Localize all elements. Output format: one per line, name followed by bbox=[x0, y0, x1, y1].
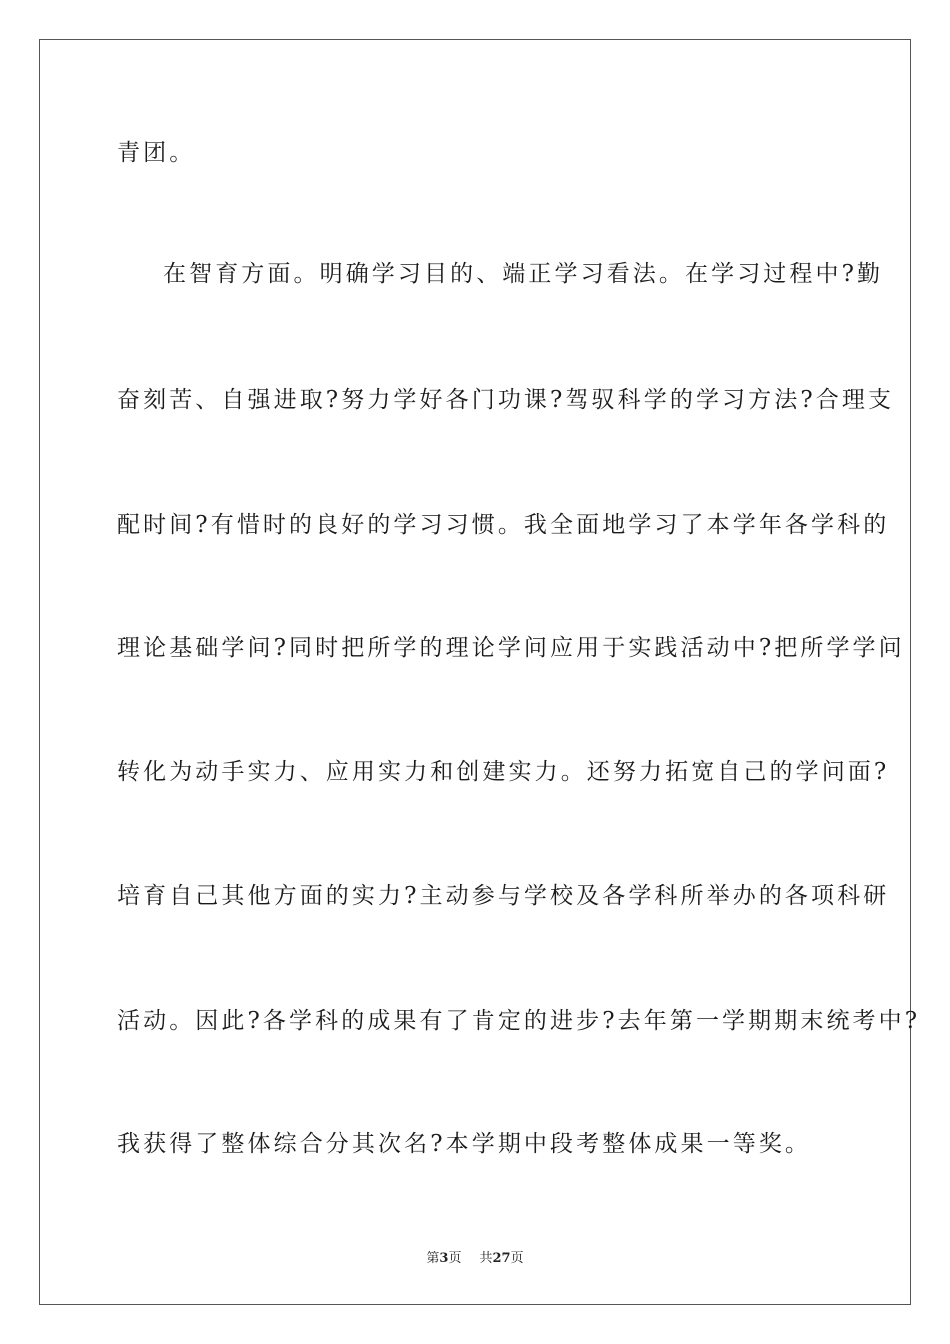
paragraph-line: 转化为动手实力、应用实力和创建实力。还努力拓宽自己的学问面? bbox=[117, 759, 890, 785]
paragraph-line: 在智育方面。明确学习目的、端正学习看法。在学习过程中?勤 bbox=[163, 261, 884, 287]
paragraph-line: 奋刻苦、自强进取?努力学好各门功课?驾驭科学的学习方法?合理支 bbox=[117, 387, 895, 413]
page-footer bbox=[0, 1247, 950, 1266]
total-pages: 27 bbox=[492, 1251, 511, 1266]
page-number-prefix: 第 bbox=[426, 1251, 440, 1266]
paragraph-line: 我获得了整体综合分其次名?本学期中段考整体成果一等奖。 bbox=[117, 1131, 812, 1157]
total-pages-prefix: 共 bbox=[479, 1251, 493, 1266]
paragraph-line: 培育自己其他方面的实力?主动参与学校及各学科所举办的各项科研 bbox=[117, 883, 890, 909]
paragraph-line: 青团。 bbox=[117, 140, 196, 166]
paragraph-line: 理论基础学问?同时把所学的理论学问应用于实践活动中?把所学学问 bbox=[117, 635, 905, 661]
paragraph-line: 配时间?有惜时的良好的学习习惯。我全面地学习了本学年各学科的 bbox=[117, 512, 890, 538]
paragraph-line: 活动。因此?各学科的成果有了肯定的进步?去年第一学期期末统考中? bbox=[117, 1008, 921, 1034]
page-number-suffix: 页 bbox=[448, 1251, 462, 1266]
page-border bbox=[39, 39, 911, 1305]
page-number: 3 bbox=[439, 1251, 449, 1266]
total-pages-suffix: 页 bbox=[510, 1251, 524, 1266]
